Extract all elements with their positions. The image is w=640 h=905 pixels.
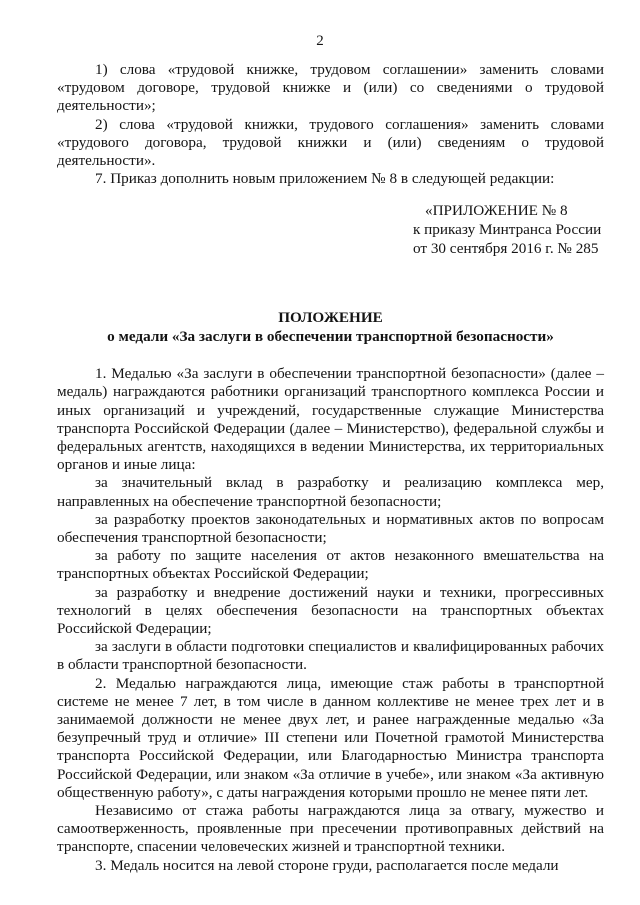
paragraph-section-1: 1. Медалью «За заслуги в обеспечении транспортной безопасности» (далее – медаль) награждаются работники организаций транспортного комплекса России и иных организаций и учреждений, государственные служащие Министерства транспорта Российской Федерации (далее – Министерство), федеральной службы и федеральных агентств, находящихся в ведении Министерства, их территориальных органов и иные лица:	[57, 365, 604, 474]
paragraph-criterion-2: за разработку проектов законодательных и нормативных актов по вопросам обеспечения транспортной безопасности;	[57, 510, 604, 547]
document-body	[57, 61, 604, 875]
paragraph-item-7: 7. Приказ дополнить новым приложением № 8 в следующей редакции:	[95, 170, 555, 188]
paragraph-criterion-4: за разработку и внедрение достижений науки и техники, прогрессивных технологий в целях обеспечения безопасности на транспортных объектах Российской Федерации;	[57, 583, 604, 638]
page-number: 2	[316, 33, 324, 49]
paragraph-amendment-2: 2) слова «трудовой книжки, трудового соглашения» заменить словами «трудового договора, трудовой книжки и (или) сведениям о трудовой деятельности».	[57, 115, 604, 170]
annex-reference: к приказу Минтранса России	[413, 221, 602, 239]
document-heading: ПОЛОЖЕНИЕ	[278, 309, 383, 327]
document-subheading: о медали «За заслуги в обеспечении транспортной безопасности»	[107, 328, 554, 346]
paragraph-amendment-1: 1) слова «трудовой книжке, трудовом соглашении» заменить словами «трудовом договоре, трудовой книжке и (или) со сведениями о трудовой деятельности»;	[57, 61, 604, 115]
annex-title: «ПРИЛОЖЕНИЕ № 8	[425, 202, 568, 220]
paragraph-section-2: 2. Медалью награждаются лица, имеющие стаж работы в транспортной системе не менее 7 лет, в том числе в данном коллективе не менее трех лет и в занимаемой должности не менее двух лет, и ранее награжденные медалью «За безупречный труд и отличие» III степени или Почетной грамотой Министерства транспорта Российской Федерации, или Благодарностью Министра транспорта Российской Федерации, или знаком «За отличие в учебе», или знаком «За активную общественную работу», с даты награждения которыми прошло не менее пяти лет.	[57, 674, 604, 801]
paragraph-criterion-3: за работу по защите населения от актов незаконного вмешательства на транспортных объектах Российской Федерации;	[57, 547, 604, 583]
paragraph-exception: Независимо от стажа работы награждаются лица за отвагу, мужество и самоотверженность, проявленные при пресечении противоправных действий на транспорте, спасении человеческих жизней и транспортной техники.	[57, 802, 604, 856]
annex-block	[413, 202, 604, 258]
annex-date: от 30 сентября 2016 г. № 285	[413, 239, 599, 257]
paragraph-section-3: 3. Медаль носится на левой стороне груди, располагается после медали	[95, 856, 559, 874]
paragraph-criterion-1: за значительный вклад в разработку и реализацию комплекса мер, направленных на обеспечение транспортной безопасности;	[57, 474, 604, 510]
paragraph-criterion-5: за заслуги в области подготовки специалистов и квалифицированных рабочих в области транспортной безопасности.	[57, 638, 604, 674]
